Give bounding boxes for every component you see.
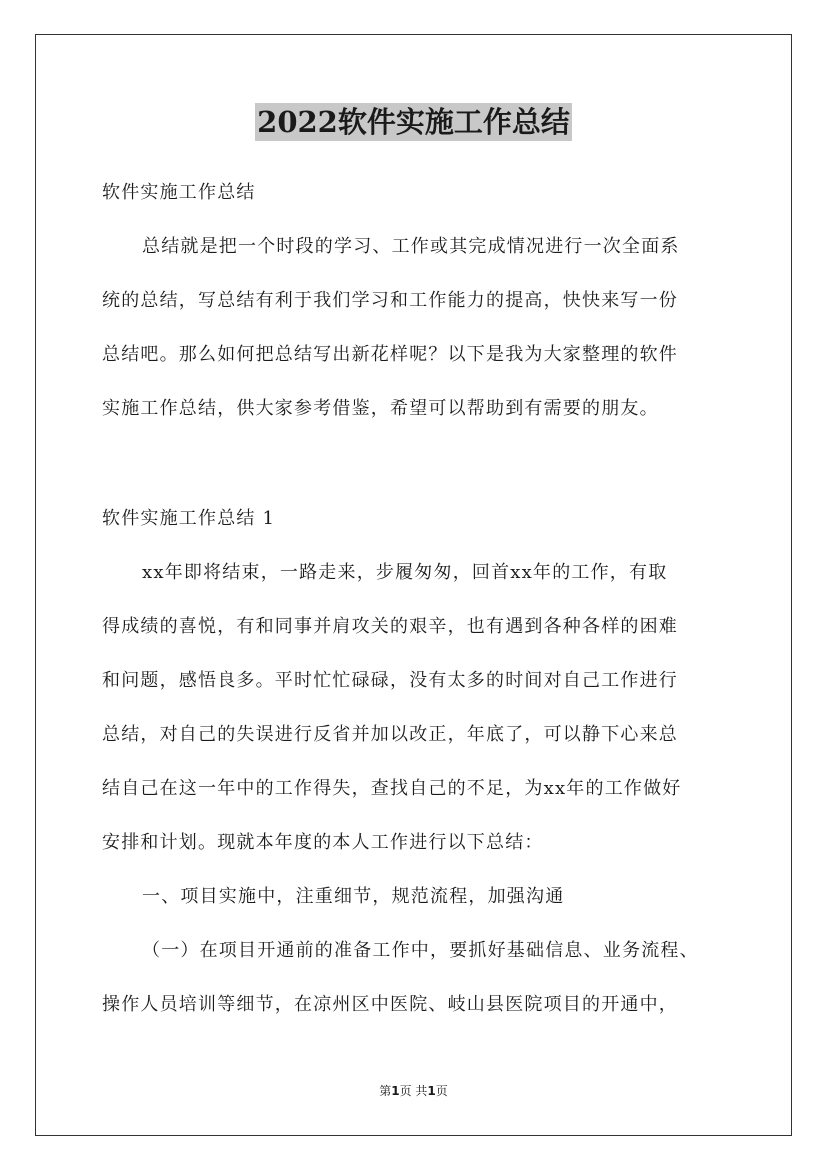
intro-line-4: 实施工作总结，供大家参考借鉴，希望可以帮助到有需要的朋友。 — [102, 398, 659, 419]
section1-line-1: xx年即将结束，一路走来，步履匆匆，回首xx年的工作，有取 — [142, 562, 668, 583]
section1-line-6: 安排和计划。现就本年度的本人工作进行以下总结： — [102, 832, 544, 853]
intro-line-3: 总结吧。那么如何把总结写出新花样呢？以下是我为大家整理的软件 — [102, 344, 678, 365]
point1-line-2: 操作人员培训等细节，在凉州区中医院、岐山县医院项目的开通中， — [102, 994, 678, 1015]
section1-line-3: 和问题，感悟良多。平时忙忙碌碌，没有太多的时间对自己工作进行 — [102, 670, 678, 691]
document-title — [0, 100, 827, 144]
point-heading-1: 一、项目实施中，注重细节，规范流程，加强沟通 — [142, 886, 565, 907]
footer-page-prefix: 第 — [379, 1084, 392, 1098]
section1-line-5: 结自己在这一年中的工作得失，查找自己的不足，为xx年的工作做好 — [102, 778, 682, 799]
section1-line-4: 总结，对自己的失误进行反省并加以改正，年底了，可以静下心来总 — [102, 724, 678, 745]
document-title-text: 2022软件实施工作总结 — [257, 105, 570, 139]
section1-line-2: 得成绩的喜悦，有和同事并肩攻关的艰辛，也有遇到各种各样的困难 — [102, 616, 678, 637]
footer-page-mid: 页 共 — [399, 1084, 428, 1098]
intro-line-1: 总结就是把一个时段的学习、工作或其完成情况进行一次全面系 — [142, 236, 680, 257]
document-subtitle: 软件实施工作总结 — [102, 182, 256, 203]
footer-page-current: 1 — [391, 1084, 400, 1098]
point1-line-1: （一）在项目开通前的准备工作中，要抓好基础信息、业务流程、 — [142, 940, 699, 961]
section-heading-1: 软件实施工作总结 1 — [102, 508, 276, 529]
footer-page-total: 1 — [427, 1084, 436, 1098]
page-footer — [0, 1083, 827, 1099]
intro-line-2: 统的总结，写总结有利于我们学习和工作能力的提高，快快来写一份 — [102, 290, 678, 311]
footer-page-suffix: 页 — [435, 1084, 448, 1098]
